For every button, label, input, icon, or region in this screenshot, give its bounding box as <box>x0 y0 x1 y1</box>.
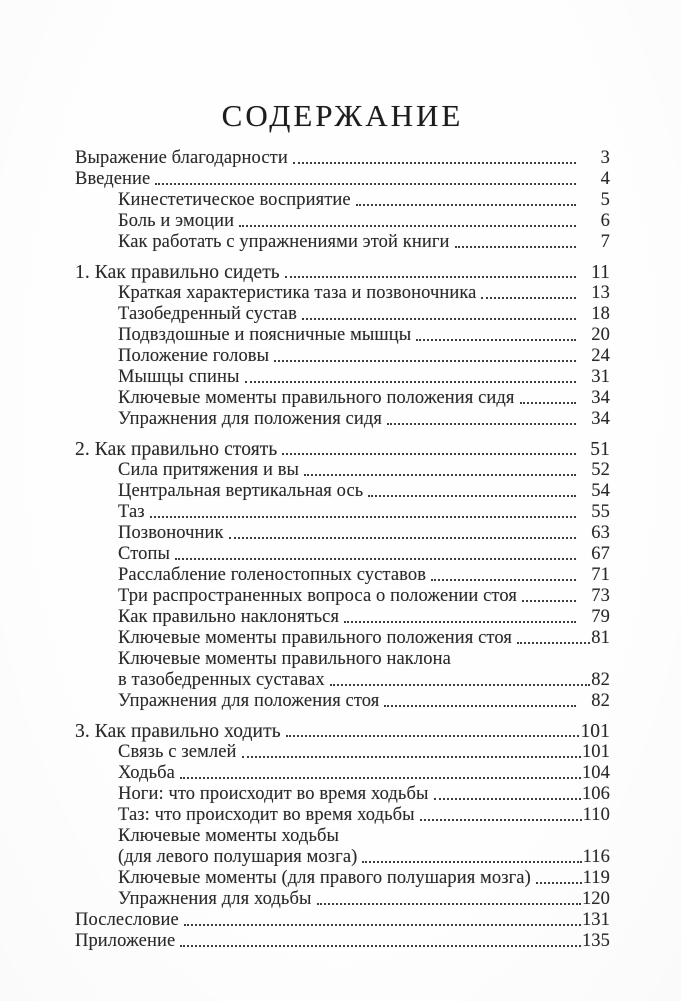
dot-leader <box>302 318 576 320</box>
toc-entry-label: Кинестетическое восприятие <box>118 190 351 210</box>
toc-entry-line <box>118 763 610 784</box>
toc-entry-label: 3. Как правильно ходить <box>75 721 281 742</box>
toc-entry-line <box>75 169 610 190</box>
toc-entry-label: Расслабление голеностопных суставов <box>118 565 427 585</box>
toc-entry-page: 135 <box>581 931 610 951</box>
toc-entry-label: Сила притяжения и вы <box>118 460 300 480</box>
dot-leader <box>434 798 581 800</box>
dot-leader <box>387 423 576 425</box>
dot-leader <box>362 861 581 863</box>
toc-entry-page: 101 <box>580 721 610 742</box>
toc-entry-line <box>118 889 610 910</box>
toc-entry-line <box>118 847 610 868</box>
toc-entry <box>75 649 610 691</box>
toc-entry <box>75 742 610 763</box>
toc-entry-label: Стопы <box>118 544 171 564</box>
toc-entry-line <box>75 148 610 169</box>
toc-entry-line <box>118 586 610 607</box>
toc-entry-label: Положение головы <box>118 346 270 366</box>
toc-entry <box>75 523 610 544</box>
toc-entry-label: Таз <box>118 502 145 522</box>
toc-entry-page: 31 <box>591 367 610 387</box>
dot-leader <box>286 735 580 737</box>
toc-entry-line <box>118 502 610 523</box>
dot-leader <box>330 684 591 686</box>
toc-entry-line <box>75 931 610 952</box>
toc-entry-label: Ключевые моменты (для правого полушария мозга) <box>118 868 531 888</box>
toc-entry-page: 82 <box>591 670 610 690</box>
toc-entry-label: Центральная вертикальная ось <box>118 481 364 501</box>
toc-entry <box>75 931 610 952</box>
toc-entry-page: 131 <box>581 910 610 930</box>
toc-entry-page: 67 <box>591 544 610 564</box>
toc-entry-line <box>118 670 610 691</box>
toc-entry <box>75 169 610 190</box>
toc-entry-page: 13 <box>591 283 610 303</box>
toc-entry <box>75 304 610 325</box>
toc-chapter-entry <box>75 262 610 283</box>
toc-entry <box>75 586 610 607</box>
toc-entry-label: Связь с землей <box>118 742 237 762</box>
dot-leader <box>517 642 590 644</box>
toc-entry-line <box>118 460 610 481</box>
toc-entry-label: Упражнения для положения сидя <box>118 409 382 429</box>
toc-entry-line <box>118 367 610 388</box>
toc-entry-line <box>75 439 610 460</box>
toc-entry-label: Мышцы спины <box>118 367 240 387</box>
dot-leader <box>356 204 576 206</box>
toc-entry-label: Как работать с упражнениями этой книги <box>118 232 450 252</box>
toc-entry <box>75 763 610 784</box>
toc-entry <box>75 565 610 586</box>
toc-entry <box>75 889 610 910</box>
dot-leader <box>184 924 581 926</box>
toc-entry-label: Тазобедренный сустав <box>118 304 297 324</box>
dot-leader <box>344 621 576 623</box>
toc-entry <box>75 805 610 826</box>
toc-entry-label-line1: Ключевые моменты ходьбы <box>118 826 340 846</box>
toc-entry-line <box>118 409 610 430</box>
toc-entry-label: Боль и эмоции <box>118 211 235 231</box>
toc-chapter-entry <box>75 439 610 460</box>
toc-entry-page: 101 <box>581 742 610 762</box>
toc-entry-label: Ноги: что происходит во время ходьбы <box>118 784 429 804</box>
toc-entry <box>75 784 610 805</box>
toc-entry-line <box>118 544 610 565</box>
toc-entry-page: 119 <box>582 868 610 888</box>
dot-leader <box>431 579 576 581</box>
toc-entry-page: 34 <box>591 409 610 429</box>
toc-entry-page: 71 <box>591 565 610 585</box>
toc-entry-page: 20 <box>591 325 610 345</box>
toc-entry-label: Ключевые моменты правильного положения стоя <box>118 628 512 648</box>
dot-leader <box>368 495 576 497</box>
dot-leader <box>304 474 576 476</box>
toc-entry-line <box>118 523 610 544</box>
toc-entry-line <box>118 742 610 763</box>
toc-entry-page: 18 <box>591 304 610 324</box>
dot-leader <box>536 882 582 884</box>
toc-entry <box>75 367 610 388</box>
dot-leader <box>416 339 576 341</box>
dot-leader <box>180 945 581 947</box>
toc-entry-label: Позвоночник <box>118 523 224 543</box>
toc-entry-page: 55 <box>591 502 610 522</box>
toc-entry-label: 2. Как правильно стоять <box>75 439 278 460</box>
toc-entry <box>75 325 610 346</box>
toc-entry-line <box>118 304 610 325</box>
toc-entry-line <box>118 805 610 826</box>
dot-leader <box>282 453 576 455</box>
toc-entry <box>75 232 610 253</box>
toc-entry-line <box>118 565 610 586</box>
toc-entry <box>75 409 610 430</box>
toc-entry-line <box>118 607 610 628</box>
toc-entry-label: Упражнения для положения стоя <box>118 691 380 711</box>
toc-entry-line <box>118 481 610 502</box>
dot-leader <box>384 705 576 707</box>
dot-leader <box>522 600 576 602</box>
dot-leader <box>239 225 576 227</box>
toc-entry-page: 63 <box>591 523 610 543</box>
toc-entry-line <box>75 910 610 931</box>
toc-entry-label: 1. Как правильно сидеть <box>75 262 280 283</box>
toc-entry-page: 11 <box>591 262 610 283</box>
toc-entry-label: Краткая характеристика таза и позвоночника <box>118 283 477 303</box>
toc-entry-label: Ключевые моменты правильного положения сидя <box>118 388 515 408</box>
toc-entry <box>75 481 610 502</box>
toc-entry <box>75 346 610 367</box>
dot-leader <box>293 162 576 164</box>
toc-entry-page: 79 <box>591 607 610 627</box>
toc-entry-page: 34 <box>591 388 610 408</box>
toc-entry <box>75 868 610 889</box>
toc-entry-label: Послесловие <box>75 910 179 930</box>
toc-entry-page: 106 <box>581 784 610 804</box>
toc-entry-line <box>118 628 610 649</box>
toc-entry-label: Как правильно наклоняться <box>118 607 340 627</box>
dot-leader <box>175 558 576 560</box>
toc-entry-page: 110 <box>582 805 610 825</box>
toc-entry-page: 4 <box>600 169 610 189</box>
toc-entry-page: 5 <box>600 190 610 210</box>
toc-entry <box>75 691 610 712</box>
toc-entry-page: 73 <box>591 586 610 606</box>
toc-entry-page: 82 <box>591 691 610 711</box>
toc-entry-line <box>118 388 610 409</box>
toc-entry-label: Упражнения для ходьбы <box>118 889 312 909</box>
page-title: СОДЕРЖАНИЕ <box>221 98 464 133</box>
toc-entry <box>75 388 610 409</box>
dot-leader <box>150 516 576 518</box>
dot-leader <box>285 276 576 278</box>
toc-entry <box>75 826 610 868</box>
toc-entry <box>75 211 610 232</box>
toc-entry <box>75 544 610 565</box>
toc-entry <box>75 190 610 211</box>
toc-entry <box>75 283 610 304</box>
toc-entry-page: 120 <box>581 889 610 909</box>
toc-entry <box>75 148 610 169</box>
toc-entry-page: 3 <box>600 148 610 168</box>
toc-entry-line <box>118 325 610 346</box>
toc-entry <box>75 910 610 931</box>
toc-entry-label-line2: (для левого полушария мозга) <box>118 847 358 867</box>
toc-entry-line <box>75 721 610 742</box>
toc-entry <box>75 502 610 523</box>
toc-entry-label: Таз: что происходит во время ходьбы <box>118 805 415 825</box>
toc-entry-line <box>118 283 610 304</box>
toc-entry-line <box>118 211 610 232</box>
toc-entry-label: Выражение благодарности <box>75 148 288 168</box>
toc-entry-page: 24 <box>591 346 610 366</box>
dot-leader <box>245 381 576 383</box>
toc-entry-label-line2: в тазобедренных суставах <box>118 670 325 690</box>
toc-entry-page: 7 <box>600 232 610 252</box>
toc-entry-label: Три распространенных вопроса о положении стоя <box>118 586 517 606</box>
toc-entry-line <box>118 190 610 211</box>
dot-leader <box>481 297 576 299</box>
dot-leader <box>229 537 576 539</box>
toc-entry-page: 54 <box>591 481 610 501</box>
toc-entry-label: Введение <box>75 169 151 189</box>
toc-entry-page: 104 <box>581 763 610 783</box>
toc-entry-label-line1: Ключевые моменты правильного наклона <box>118 649 451 669</box>
toc-entry-label: Подвздошные и поясничные мышцы <box>118 325 412 345</box>
dot-leader <box>155 183 576 185</box>
dot-leader <box>520 402 576 404</box>
toc-entry-page: 81 <box>591 628 610 648</box>
dot-leader <box>420 819 582 821</box>
toc-entry-page: 51 <box>590 439 610 460</box>
toc-entry <box>75 607 610 628</box>
toc-entry-label: Ходьба <box>118 763 175 783</box>
toc-entry-line <box>118 784 610 805</box>
toc-entry-page: 52 <box>591 460 610 480</box>
dot-leader <box>242 756 581 758</box>
toc-entry <box>75 628 610 649</box>
toc-entry-line <box>118 346 610 367</box>
toc-chapter-entry <box>75 721 610 742</box>
toc-entry <box>75 460 610 481</box>
toc-list <box>75 148 610 952</box>
toc-entry-line <box>118 868 610 889</box>
dot-leader <box>317 903 581 905</box>
toc-entry-page: 6 <box>600 211 610 231</box>
dot-leader <box>274 360 576 362</box>
toc-entry-page: 116 <box>582 847 610 867</box>
toc-entry-line <box>118 232 610 253</box>
dot-leader <box>180 777 581 779</box>
toc-entry-line <box>118 691 610 712</box>
toc-entry-line <box>75 262 610 283</box>
toc-entry-label: Приложение <box>75 931 176 951</box>
dot-leader <box>455 246 576 248</box>
